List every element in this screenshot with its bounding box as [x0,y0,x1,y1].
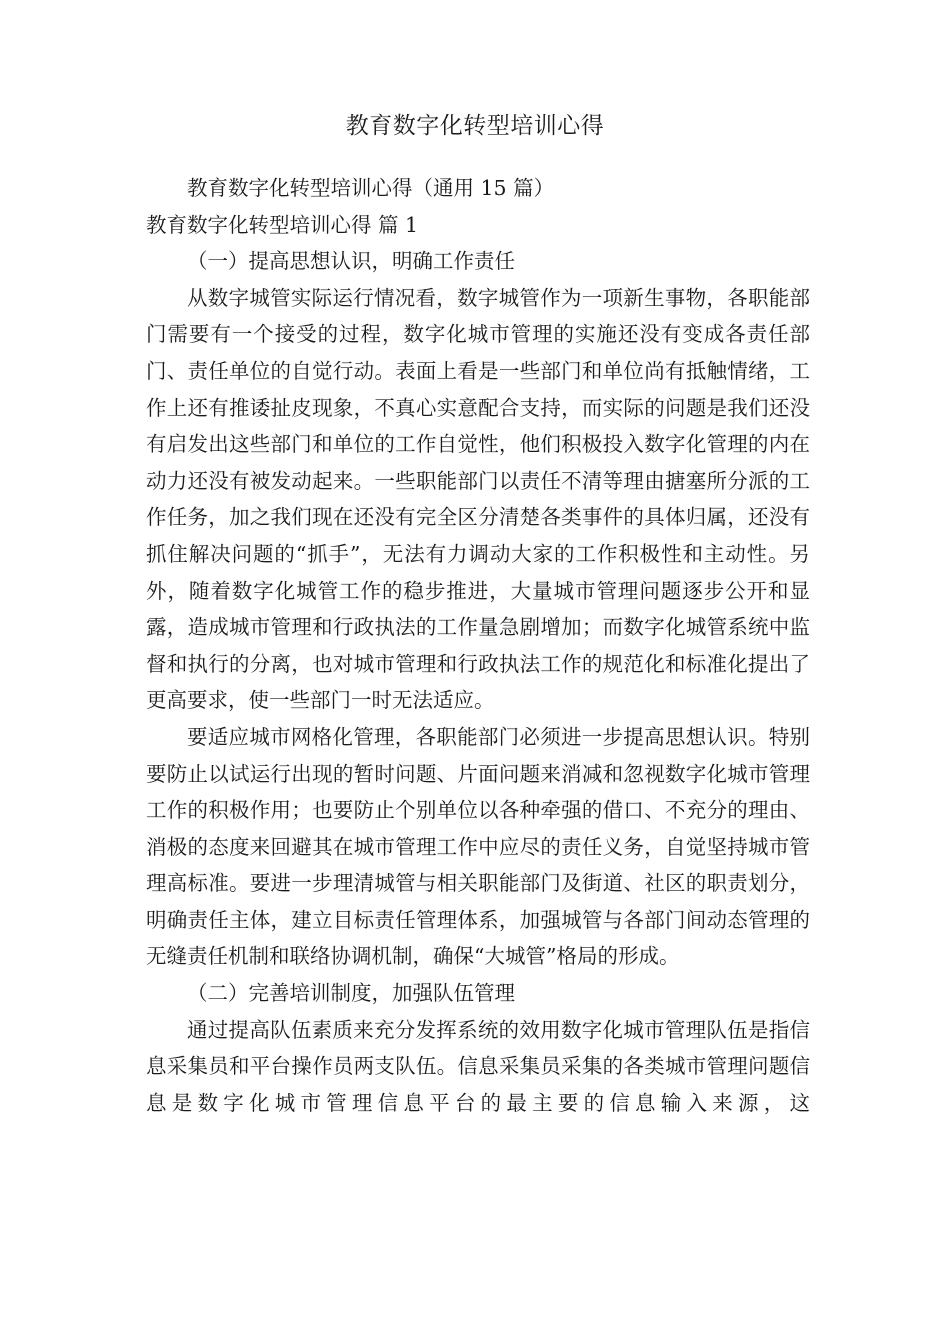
section-heading-1: （一）提高思想认识，明确工作责任 [187,249,515,274]
document-subtitle: 教育数字化转型培训心得（通用 15 篇） [187,176,555,200]
paragraph-2: 要适应城市网格化管理，各职能部门必须进一步提高思想认识。特别要防止以试运行出现的暂时问题、片面问题来消减和忽视数字化城市管理工作的积极作用；也要防止个别单位以各种牵强的借口、不充分的理由、消极的态度来回避其在城市管理工作中应尽的责任义务，自觉坚持城市管理高标准。要进一步理清城管与相关职能部门及街道、社区的职责划分，明确责任主体，建立目标责任管理体系，加强城管与各部门间动态管理的无缝责任机制和联络协调机制，确保“大城管”格局的形成。 [146,724,810,969]
paragraph-3: 通过提高队伍素质来充分发挥系统的效用数字化城市管理队伍是指信息采集员和平台操作员两支队伍。信息采集员采集的各类城市管理问题信息是数字化城市管理信息平台的最主要的信息输入来源，这 [146,1017,810,1115]
document-body [146,170,810,1121]
part-heading: 教育数字化转型培训心得 篇 1 [146,212,419,237]
paragraph-1: 从数字城管实际运行情况看，数字城管作为一项新生事物，各职能部门需要有一个接受的过程，数字化城市管理的实施还没有变成各责任部门、责任单位的自觉行动。表面上看是一些部门和单位尚有抵触情绪，工作上还有推诿扯皮现象，不真心实意配合支持，而实际的问题是我们还没有启发出这些部门和单位的工作自觉性，他们积极投入数字化管理的内在动力还没有被发动起来。一些职能部门以责任不清等理由搪塞所分派的工作任务，加之我们现在还没有完全区分清楚各类事件的具体归属，还没有抓住解决问题的“抓手”，无法有力调动大家的工作积极性和主动性。另外，随着数字化城管工作的稳步推进，大量城市管理问题逐步公开和显露，造成城市管理和行政执法的工作量急剧增加；而数字化城管系统中监督和执行的分离，也对城市管理和行政执法工作的规范化和标准化提出了更高要求，使一些部门一时无法适应。 [146,285,810,713]
document-title: 教育数字化转型培训心得 [345,113,605,139]
section-heading-2: （二）完善培训制度，加强队伍管理 [187,981,515,1006]
